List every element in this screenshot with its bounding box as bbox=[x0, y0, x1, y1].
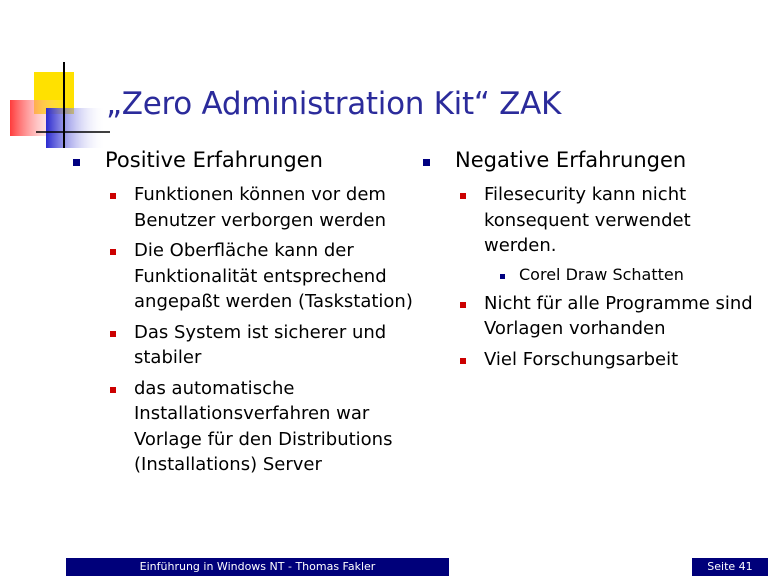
square-bullet-icon bbox=[110, 331, 116, 337]
list-item bbox=[110, 238, 415, 315]
left-heading-item bbox=[70, 146, 415, 174]
list-item bbox=[110, 320, 415, 371]
square-bullet-icon bbox=[110, 249, 116, 255]
list-item-text: Die Oberfläche kann der Funktionalität entsprechend angepaßt werden (Taskstation) bbox=[134, 240, 413, 312]
square-bullet-icon bbox=[460, 358, 466, 364]
slide-title: „Zero Administration Kit“ ZAK bbox=[106, 86, 562, 122]
square-bullet-icon bbox=[110, 387, 116, 393]
square-bullet-icon bbox=[110, 193, 116, 199]
list-item-text: Viel Forschungsarbeit bbox=[484, 348, 679, 370]
list-item bbox=[460, 182, 760, 259]
list-item-text: Das System ist sicherer und stabiler bbox=[134, 321, 387, 368]
list-item-text: Filesecurity kann nicht konsequent verwendet werden. bbox=[484, 184, 691, 256]
square-bullet-icon bbox=[460, 193, 466, 199]
logo-blue-bar bbox=[46, 108, 106, 148]
left-column bbox=[70, 146, 415, 483]
square-bullet-icon bbox=[73, 159, 80, 166]
list-item-text: Nicht für alle Programme sind Vorlagen vorhanden bbox=[484, 292, 753, 339]
square-bullet-icon bbox=[460, 302, 466, 308]
slide-logo bbox=[0, 0, 110, 160]
sub-list-item bbox=[500, 264, 760, 286]
square-bullet-icon bbox=[500, 274, 505, 279]
footer-bar: Einführung in Windows NT - Thomas Fakler bbox=[66, 558, 449, 576]
list-item-text: das automatische Installationsverfahren war Vorlage für den Distributions (Installations) Server bbox=[134, 377, 393, 475]
square-bullet-icon bbox=[423, 159, 430, 166]
list-item bbox=[110, 182, 415, 233]
right-column bbox=[420, 146, 760, 377]
page-number: Seite 41 bbox=[692, 558, 768, 576]
list-item bbox=[460, 291, 760, 342]
left-heading: Positive Erfahrungen bbox=[105, 148, 323, 172]
list-item-text: Funktionen können vor dem Benutzer verborgen werden bbox=[134, 184, 387, 231]
list-item bbox=[460, 347, 760, 373]
right-heading-item bbox=[420, 146, 760, 174]
sub-list-item-text: Corel Draw Schatten bbox=[519, 264, 684, 284]
right-heading: Negative Erfahrungen bbox=[455, 148, 687, 172]
list-item bbox=[110, 376, 415, 478]
